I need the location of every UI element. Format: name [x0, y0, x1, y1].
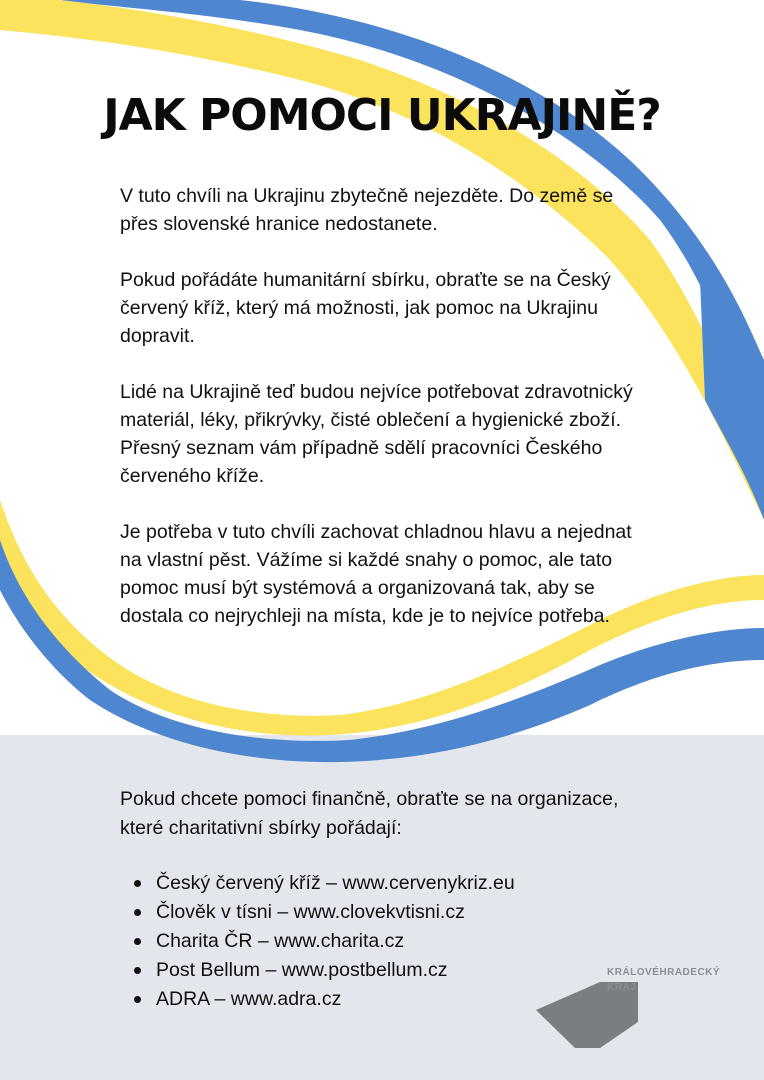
list-item — [120, 956, 640, 985]
bullet-icon — [134, 967, 141, 974]
logo-text — [607, 965, 720, 995]
paragraph: Pokud pořádáte humanitární sbírku, obraťte se na Český červený kříž, který má možnosti, jak pomoc na Ukrajinu dopravit. — [120, 269, 611, 347]
paragraph: Je potřeba v tuto chvíli zachovat chladnou hlavu a nejednat na vlastní pěst. Vážíme si každé snahy o pomoc, ale tato pomoc musí být systémová a organizovaná tak, aby se dostala co nejrychleji na místa, kde je to nejvíce potřeba. — [120, 521, 632, 627]
logo-line-2: KRAJ — [607, 982, 637, 993]
organization-link[interactable]: Post Bellum – www.postbellum.cz — [156, 959, 448, 981]
list-item — [120, 985, 640, 1014]
list-item — [120, 927, 640, 956]
page-title: JAK POMOCI UKRAJINĚ? — [103, 90, 661, 141]
main-text — [120, 182, 650, 658]
finance-intro: Pokud chcete pomoci finančně, obraťte se na organizace, které charitativní sbírky pořádají: — [120, 788, 619, 839]
organization-link[interactable]: Český červený kříž – www.cervenykriz.eu — [156, 872, 515, 894]
logo-line-1: KRÁLOVÉHRADECKÝ — [607, 967, 721, 978]
paragraph: Lidé na Ukrajině teď budou nejvíce potřebovat zdravotnický materiál, léky, přikrývky, čisté oblečení a hygienické zboží. Přesný seznam vám případně sdělí pracovníci Českého červeného kříže. — [120, 381, 633, 487]
organization-list — [120, 869, 640, 1014]
bullet-icon — [134, 880, 141, 887]
bullet-icon — [134, 909, 141, 916]
paragraph: V tuto chvíli na Ukrajinu zbytečně nejezděte. Do země se přes slovenské hranice nedostanete. — [120, 185, 614, 235]
bullet-icon — [134, 938, 141, 945]
list-item — [120, 898, 640, 927]
organization-link[interactable]: Charita ČR – www.charita.cz — [156, 930, 405, 952]
organization-link[interactable]: Člověk v tísni – www.clovekvtisni.cz — [156, 901, 465, 923]
finance-section — [120, 785, 640, 1014]
bullet-icon — [134, 996, 141, 1003]
list-item — [120, 869, 640, 898]
organization-link[interactable]: ADRA – www.adra.cz — [156, 988, 342, 1010]
